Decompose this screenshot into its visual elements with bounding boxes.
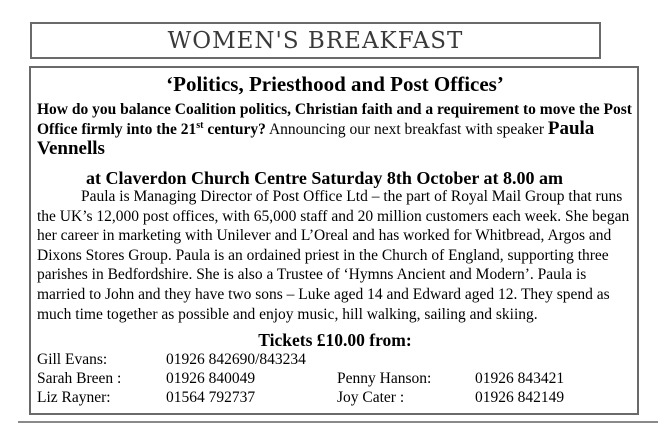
intro-question-end: century? bbox=[203, 121, 266, 138]
title-box bbox=[30, 22, 601, 59]
contact-phone: 01926 842149 bbox=[475, 389, 565, 406]
speaker-name: Paula Vennells bbox=[37, 118, 595, 159]
event-headline: ‘Politics, Priesthood and Post Offices’ bbox=[166, 72, 504, 96]
contact-name: Joy Cater : bbox=[337, 389, 405, 406]
contact-phone: 01564 792737 bbox=[166, 389, 256, 406]
contact-name: Penny Hanson: bbox=[337, 370, 432, 387]
event-intro bbox=[37, 100, 635, 159]
tickets-heading: Tickets £10.00 from: bbox=[258, 330, 412, 350]
speaker-bio-text: Paula is Managing Director of Post Office Ltd – the part of Royal Mail Group that runs the UK’s 12,000 post offices, with 65,000 staff and 20 million customers each week. She began her career in marketing with Unilever and L’Oreal and has worked for Whitbread, Argos and Dixons Stores Group. Paula is an ordained priest in the Church of England, supporting three parishes in Bedfordshire. She is also a Trustee of ‘Hymns Ancient and Modern’. Paula is married to John and they have two sons – Luke aged 14 and Edward aged 12. They spend as much time together as possible and enjoy music, hill walking, sailing and skiing. bbox=[37, 188, 630, 323]
contact-name: Gill Evans: bbox=[37, 351, 108, 368]
contact-name: Sarah Breen : bbox=[37, 370, 122, 387]
contact-phone: 01926 840049 bbox=[166, 370, 256, 387]
event-venue: at Claverdon Church Centre Saturday 8th October at 8.00 am bbox=[86, 168, 563, 188]
intro-announcement: Announcing our next breakfast with speaker bbox=[265, 121, 548, 138]
contact-phone: 01926 843421 bbox=[475, 370, 565, 387]
page-title: WOMEN'S BREAKFAST bbox=[167, 27, 464, 54]
contact-name: Liz Rayner: bbox=[37, 389, 111, 406]
intro-question: How do you balance Coalition politics, Christian faith and a requirement to move the Post Office firmly into the 21 bbox=[37, 101, 632, 138]
contact-phone: 01926 842690/843234 bbox=[166, 351, 306, 368]
intro-superscript: st bbox=[196, 119, 204, 131]
bottom-rule bbox=[18, 421, 658, 423]
speaker-bio bbox=[37, 187, 637, 324]
